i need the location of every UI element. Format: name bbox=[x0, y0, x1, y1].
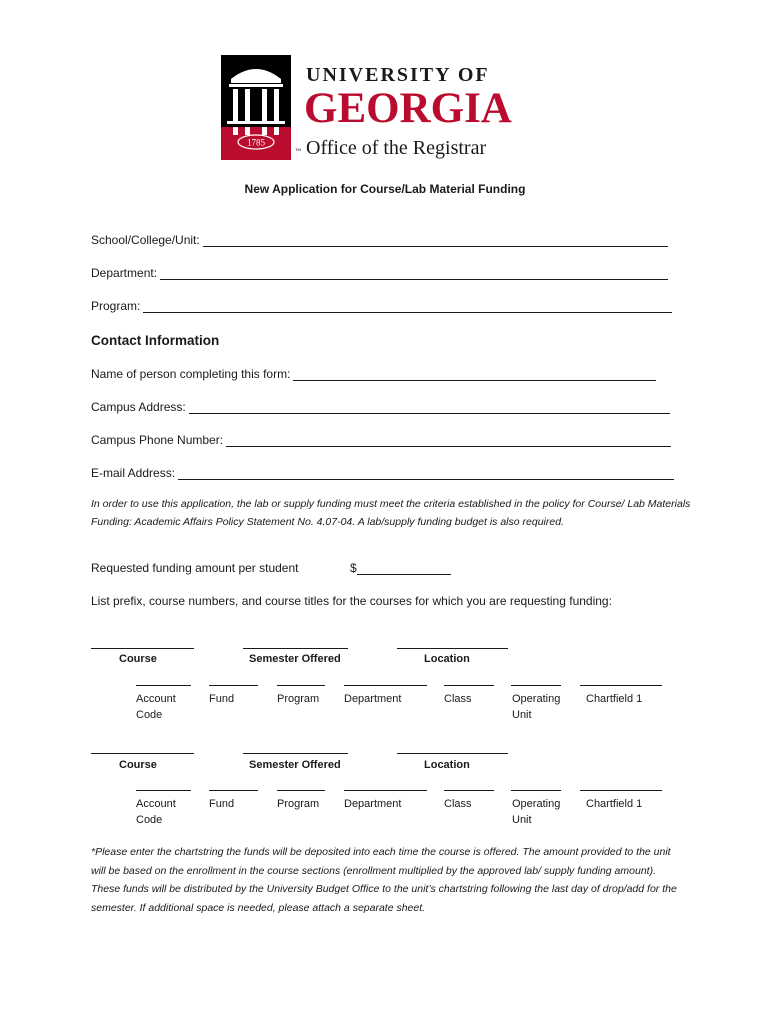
account-code-label-line2: Code bbox=[136, 814, 163, 826]
department-code-label: Department bbox=[344, 693, 402, 705]
fund-blank[interactable] bbox=[209, 790, 258, 791]
department-code-label: Department bbox=[344, 798, 402, 810]
requested-amount-field[interactable] bbox=[350, 561, 451, 575]
logo-georgia: GEORGIA bbox=[304, 85, 512, 132]
logo-trademark: TM bbox=[295, 147, 301, 152]
account-code-label-line1: Account bbox=[136, 798, 176, 810]
operating-unit-label bbox=[512, 796, 560, 828]
operating-unit-label-line1: Operating bbox=[512, 693, 561, 705]
course-blank[interactable] bbox=[91, 753, 194, 754]
currency-symbol: $ bbox=[350, 561, 357, 575]
campus-phone-field[interactable] bbox=[91, 433, 671, 447]
form-title: New Application for Course/Lab Material Funding bbox=[244, 182, 526, 196]
school-college-unit-label: School/College/Unit: bbox=[91, 233, 200, 247]
chartstring-footnote: *Please enter the chartstring the funds will be deposited into each time the course is offered. The amount provided to the unit will be based on the enrollment in the course sections (enrollment multiplied by the approved lab/ supply funding amount). These funds will be distributed by the University Budget Office to the unit’s chartstring following the last day of drop/add for the semester. If additional space is needed, please attach a separate sheet. bbox=[91, 846, 677, 914]
class-blank[interactable] bbox=[444, 685, 494, 686]
operating-unit-blank[interactable] bbox=[511, 685, 561, 686]
operating-unit-blank[interactable] bbox=[511, 790, 561, 791]
email-label: E-mail Address: bbox=[91, 466, 176, 480]
course-column-label: Course bbox=[119, 653, 157, 665]
operating-unit-label bbox=[512, 691, 560, 723]
account-code-label-line1: Account bbox=[136, 693, 176, 705]
email-blank[interactable] bbox=[178, 469, 674, 480]
program-code-label: Program bbox=[277, 693, 320, 705]
school-college-unit-field[interactable] bbox=[91, 233, 668, 247]
campus-phone-blank[interactable] bbox=[226, 436, 671, 447]
fund-label: Fund bbox=[209, 798, 235, 810]
person-name-field[interactable] bbox=[91, 367, 656, 381]
account-code-label bbox=[136, 691, 176, 723]
campus-address-label: Campus Address: bbox=[91, 400, 186, 414]
account-code-label-line2: Code bbox=[136, 709, 163, 721]
person-name-blank[interactable] bbox=[293, 370, 656, 381]
arch-logo-icon bbox=[221, 55, 521, 160]
location-column-label: Location bbox=[424, 653, 470, 665]
campus-address-blank[interactable] bbox=[189, 403, 670, 414]
class-label: Class bbox=[444, 798, 472, 810]
logo-office-of-registrar: Office of the Registrar bbox=[306, 137, 487, 159]
requested-amount-label: Requested funding amount per student bbox=[91, 561, 299, 575]
email-field[interactable] bbox=[91, 466, 674, 480]
location-blank[interactable] bbox=[397, 753, 508, 754]
course-column-label: Course bbox=[119, 759, 157, 771]
chartfield-label: Chartfield 1 bbox=[586, 693, 643, 705]
operating-unit-label-line1: Operating bbox=[512, 798, 561, 810]
fund-label: Fund bbox=[209, 693, 235, 705]
program-code-blank[interactable] bbox=[277, 685, 325, 686]
semester-blank[interactable] bbox=[243, 648, 348, 649]
program-blank[interactable] bbox=[143, 302, 672, 313]
contact-information-heading: Contact Information bbox=[91, 333, 220, 348]
department-code-blank[interactable] bbox=[344, 790, 427, 791]
semester-column-label: Semester Offered bbox=[249, 653, 341, 665]
chartfield-label: Chartfield 1 bbox=[586, 798, 643, 810]
account-code-blank[interactable] bbox=[136, 685, 191, 686]
location-column-label: Location bbox=[424, 759, 470, 771]
department-field[interactable] bbox=[91, 266, 668, 280]
school-college-unit-blank[interactable] bbox=[203, 236, 668, 247]
location-blank[interactable] bbox=[397, 648, 508, 649]
class-blank[interactable] bbox=[444, 790, 494, 791]
chartfield-blank[interactable] bbox=[580, 790, 662, 791]
course-blank[interactable] bbox=[91, 648, 194, 649]
semester-blank[interactable] bbox=[243, 753, 348, 754]
campus-address-field[interactable] bbox=[91, 400, 670, 414]
operating-unit-label-line2: Unit bbox=[512, 709, 532, 721]
program-code-blank[interactable] bbox=[277, 790, 325, 791]
program-code-label: Program bbox=[277, 798, 320, 810]
university-logo bbox=[221, 55, 521, 160]
requested-amount-blank[interactable] bbox=[357, 564, 451, 575]
semester-column-label: Semester Offered bbox=[249, 759, 341, 771]
operating-unit-label-line2: Unit bbox=[512, 814, 532, 826]
fund-blank[interactable] bbox=[209, 685, 258, 686]
department-blank[interactable] bbox=[160, 269, 668, 280]
person-name-label: Name of person completing this form: bbox=[91, 367, 291, 381]
department-code-blank[interactable] bbox=[344, 685, 427, 686]
chartfield-blank[interactable] bbox=[580, 685, 662, 686]
logo-university-of: UNIVERSITY OF bbox=[306, 64, 490, 86]
course-list-instruction: List prefix, course numbers, and course titles for the courses for which you are requesting funding: bbox=[91, 594, 612, 608]
program-field[interactable] bbox=[91, 299, 672, 313]
account-code-label bbox=[136, 796, 176, 828]
program-label: Program: bbox=[91, 299, 141, 313]
account-code-blank[interactable] bbox=[136, 790, 191, 791]
policy-note: In order to use this application, the lab or supply funding must meet the criteria established in the policy for Course/ Lab Materials Funding: Academic Affairs Policy Statement No. 4.07-04. A lab/supply funding budget is also required. bbox=[91, 498, 691, 528]
campus-phone-label: Campus Phone Number: bbox=[91, 433, 224, 447]
logo-year: 1785 bbox=[247, 137, 265, 148]
department-label: Department: bbox=[91, 266, 158, 280]
class-label: Class bbox=[444, 693, 472, 705]
